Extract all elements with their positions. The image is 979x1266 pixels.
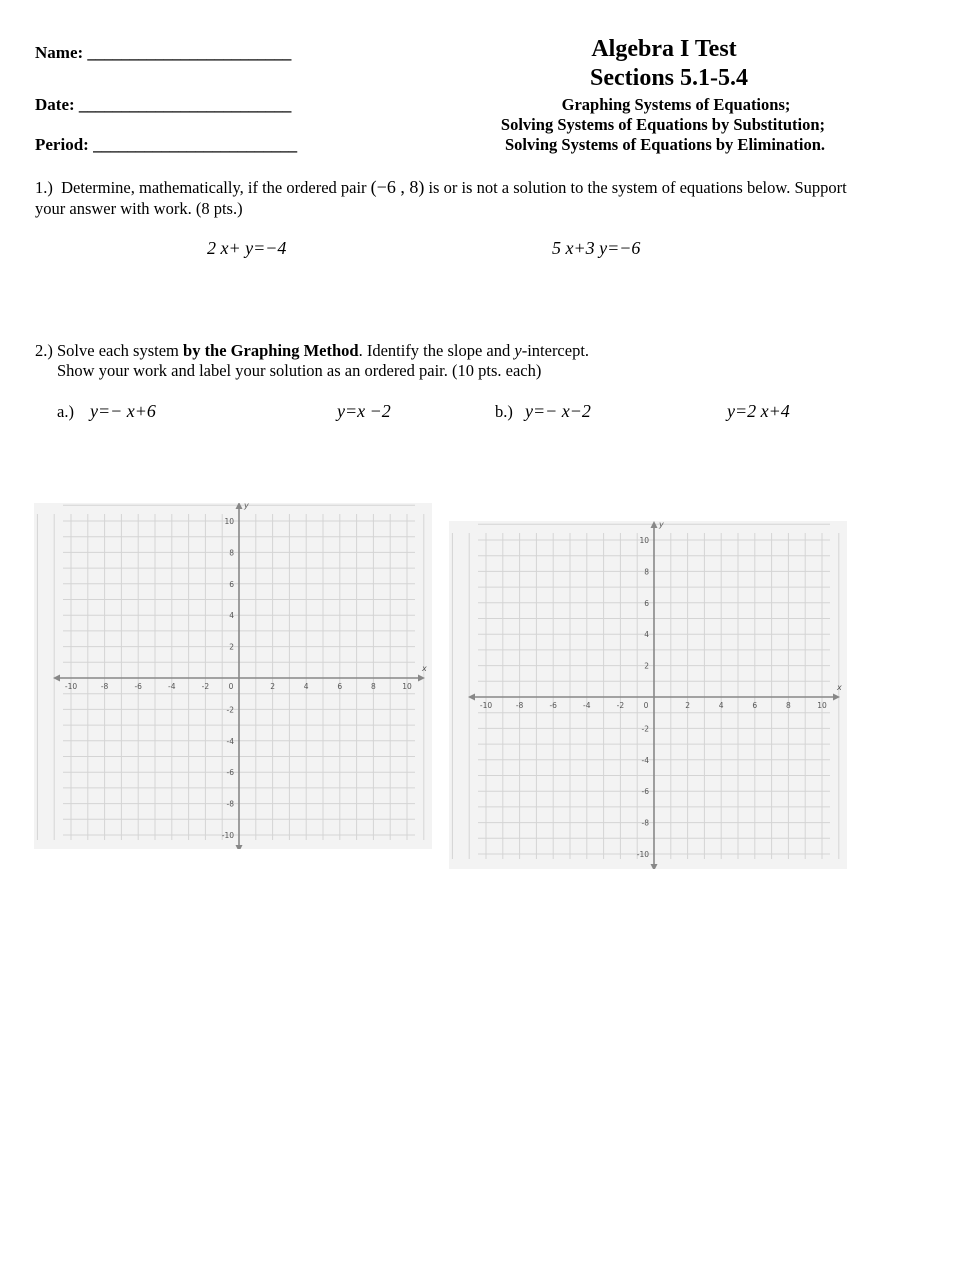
x-tick-label: 8 [786, 701, 791, 710]
y-tick-label: 6 [229, 579, 234, 589]
y-tick-label: 2 [229, 642, 234, 652]
part-a-equation-2: y=x −2 [337, 401, 391, 421]
date-field-label[interactable]: Date: _________________________ [35, 95, 292, 114]
x-tick-label: -6 [549, 701, 557, 710]
x-tick-label: 10 [817, 701, 827, 710]
question-1-equation-2: 5 x+3 y=−6 [552, 238, 641, 258]
y-tick-label: -2 [226, 705, 234, 715]
y-tick-label: 4 [644, 630, 649, 640]
ordered-pair: (−6 , 8) [370, 177, 425, 197]
y-axis-label: y [659, 521, 664, 529]
x-tick-label: -8 [515, 701, 524, 710]
question-1-line-1 [35, 177, 847, 198]
question-2-text-cont: . Identify the slope and [358, 341, 511, 360]
y-tick-label: 10 [639, 536, 649, 545]
y-tick-label: 8 [644, 567, 649, 577]
test-title: Algebra I Test [591, 36, 737, 62]
x-tick-label: 2 [270, 682, 275, 691]
x-tick-label: 10 [402, 682, 412, 691]
name-field-label[interactable]: Name: ________________________ [35, 43, 292, 62]
question-2-line-2: Show your work and label your solution as an ordered pair. (10 pts. each) [57, 361, 542, 380]
graphing-method-emphasis: by the Graphing Method [183, 341, 359, 360]
y-tick-label: -6 [641, 787, 649, 797]
part-a-label: a.) [57, 402, 74, 421]
y-variable: y [514, 341, 522, 360]
y-tick-label: -8 [641, 818, 649, 828]
x-tick-label: -4 [583, 701, 591, 710]
x-tick-label: -4 [168, 682, 176, 691]
topic-line-3: Solving Systems of Equations by Elimination. [505, 135, 825, 154]
question-1-text-cont: is or is not a solution to the system of equations below. Support [428, 178, 847, 197]
x-tick-label: -2 [201, 682, 210, 691]
x-tick-label: 4 [718, 701, 724, 710]
question-2-number: 2.) [35, 341, 53, 360]
part-b-equation-1: y=− x−2 [525, 401, 591, 421]
question-1-equation-1: 2 x+ y=−4 [207, 238, 287, 258]
topic-line-2: Solving Systems of Equations by Substitution; [500, 115, 826, 134]
topic-line-1: Graphing Systems of Equations; [561, 95, 791, 114]
x-tick-label: 0 [643, 701, 649, 710]
x-tick-label: 6 [752, 701, 758, 710]
x-tick-label: 2 [685, 701, 690, 710]
x-axis-label: x [837, 683, 842, 692]
y-axis-label: y [244, 503, 249, 510]
question-1-text: Determine, mathematically, if the ordered pair [61, 178, 367, 197]
x-tick-label: -6 [134, 682, 142, 691]
question-2-text: Solve each system [57, 341, 179, 360]
y-tick-label: 10 [224, 517, 234, 526]
x-tick-label: -10 [479, 701, 493, 710]
x-tick-label: -2 [616, 701, 625, 710]
question-2-text-end: -intercept. [521, 341, 590, 360]
period-field-label[interactable]: Period: ________________________ [35, 135, 298, 154]
part-a-equation-1: y=− x+6 [90, 401, 156, 421]
part-b-label: b.) [495, 402, 513, 421]
x-tick-label: 6 [337, 682, 343, 691]
y-tick-label: -6 [226, 768, 234, 778]
x-axis-label: x [422, 664, 427, 673]
coordinate-grid-a[interactable] [34, 503, 432, 849]
part-b-equation-2: y=2 x+4 [727, 401, 790, 421]
question-2-line-1 [35, 341, 589, 361]
x-tick-label: -8 [100, 682, 109, 691]
y-tick-label: -2 [641, 724, 649, 734]
y-tick-label: 8 [229, 548, 234, 558]
test-sections: Sections 5.1-5.4 [590, 65, 748, 91]
y-tick-label: -10 [636, 850, 649, 859]
x-tick-label: -10 [64, 682, 78, 691]
x-tick-label: 4 [303, 682, 309, 691]
y-axis-arrow-down [651, 864, 658, 869]
y-tick-label: 6 [644, 598, 649, 608]
y-axis-arrow-up [236, 503, 243, 509]
question-1-line-2: your answer with work. (8 pts.) [35, 199, 243, 218]
y-tick-label: -4 [641, 755, 649, 765]
coordinate-grid-b[interactable] [449, 521, 847, 869]
coordinate-grid-a-svg[interactable] [34, 503, 432, 849]
coordinate-grid-b-svg[interactable] [449, 521, 847, 869]
x-tick-label: 0 [228, 682, 234, 691]
y-axis-arrow-down [236, 845, 243, 849]
x-tick-label: 8 [371, 682, 376, 691]
y-tick-label: -8 [226, 799, 234, 809]
y-tick-label: -10 [221, 831, 234, 840]
y-tick-label: 4 [229, 611, 234, 621]
question-1-number: 1.) [35, 178, 53, 197]
y-tick-label: 2 [644, 661, 649, 671]
y-tick-label: -4 [226, 736, 234, 746]
